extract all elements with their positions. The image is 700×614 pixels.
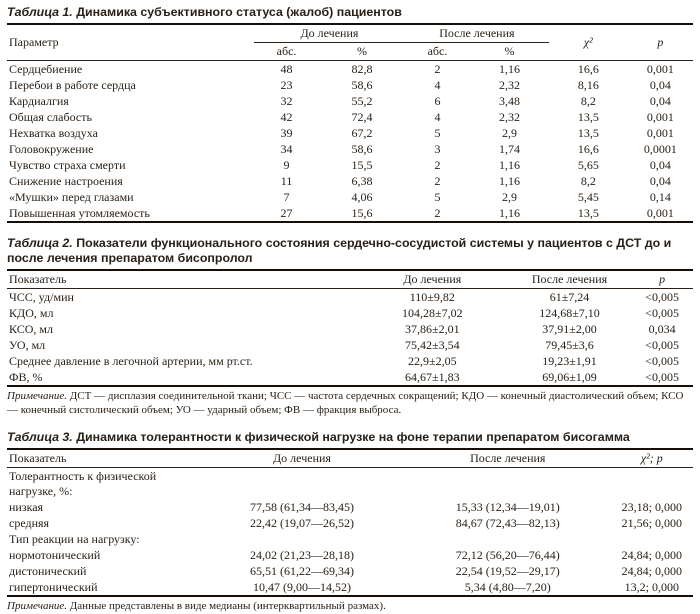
value-cell: 84,67 (72,43—82,13) <box>455 515 560 530</box>
col-header-after: После лечения <box>405 450 611 468</box>
value-cell: 0,04 <box>649 173 671 188</box>
value-cell: 15,6 <box>319 205 405 222</box>
value-cell: <0,005 <box>645 353 680 368</box>
value-cell: 5 <box>434 189 441 204</box>
value-cell: 37,91±2,00 <box>542 321 597 336</box>
table1-label: Таблица 1. <box>7 5 73 19</box>
value-cell: 5,65 <box>577 157 599 172</box>
value-cell: 4 <box>434 77 441 92</box>
param-cell: средняя <box>9 515 50 530</box>
value-cell: 48 <box>280 61 293 76</box>
table-row <box>7 369 693 386</box>
value-cell: 0,04 <box>649 93 671 108</box>
table2-label: Таблица 2. <box>7 236 73 251</box>
value-cell: 22,42 (19,07—26,52) <box>249 515 354 530</box>
value-cell: 23,18; 0,000 <box>621 499 682 514</box>
value-cell: 104,28±7,02 <box>402 305 463 320</box>
value-cell: 2,32 <box>498 77 520 92</box>
col-header-p: p <box>631 271 693 289</box>
value-cell: 24,02 (21,23—28,18) <box>249 547 354 562</box>
table1-body <box>7 61 693 223</box>
value-cell <box>611 468 693 500</box>
table3-title-text: Динамика толерантности к физической нагрузке на фоне терапии препаратом бисогамма <box>76 430 630 445</box>
value-cell <box>611 531 693 547</box>
value-cell: 0,0001 <box>643 141 677 156</box>
param-cell: Среднее давление в легочной артерии, мм рт.ст. <box>9 353 253 368</box>
value-cell: 124,68±7,10 <box>539 305 600 320</box>
col-header-after: После лечения <box>508 271 631 289</box>
param-cell: ФВ, % <box>7 369 357 386</box>
col-header-before: До лечения <box>199 450 405 468</box>
table3-note <box>7 600 693 613</box>
value-cell: 2,32 <box>498 109 520 124</box>
table-row <box>7 77 693 93</box>
param-cell: Кардиалгия <box>9 93 69 108</box>
col-header-param: Показатель <box>7 271 357 289</box>
table-row <box>7 337 693 353</box>
table2-body <box>7 289 693 387</box>
table-section-row <box>7 531 693 547</box>
table-row <box>7 353 693 369</box>
col-header-chi2: χ² <box>549 25 628 61</box>
value-cell: 8,2 <box>580 173 596 188</box>
value-cell: 3 <box>434 141 441 156</box>
value-cell: <0,005 <box>645 337 680 352</box>
value-cell: 15,33 (12,34—19,01) <box>455 499 560 514</box>
table3-header <box>7 450 693 468</box>
value-cell: 3,48 <box>498 93 520 108</box>
table-section-row <box>7 468 693 500</box>
col-header-param: Параметр <box>7 25 254 61</box>
value-cell: 4,06 <box>351 189 373 204</box>
value-cell <box>199 468 405 500</box>
param-cell: ЧСС, уд/мин <box>9 289 74 304</box>
col-header-pct-before: % <box>319 43 405 61</box>
value-cell: 37,86±2,01 <box>405 321 460 336</box>
value-cell: 65,51 (61,22—69,34) <box>249 563 354 578</box>
table-row <box>7 189 693 205</box>
table-row <box>7 289 693 306</box>
value-cell: 2 <box>434 61 441 76</box>
param-cell: Чувство страха смерти <box>9 157 126 172</box>
value-cell: 0,14 <box>649 189 671 204</box>
table2-title-text: Показатели функционального состояния сердечно-сосудистой системы у пациентов с ДСТ до и после лечения препаратом бисопролол <box>7 236 672 266</box>
value-cell: 72,12 (56,20—76,44) <box>455 547 560 562</box>
col-group-after: После лечения <box>405 25 549 43</box>
param-cell: Повышенная утомляемость <box>7 205 254 222</box>
value-cell <box>199 531 405 547</box>
param-cell: Нехватка воздуха <box>9 125 98 140</box>
param-cell: Общая слабость <box>9 109 92 124</box>
table1-header <box>7 25 693 61</box>
value-cell: 42 <box>280 109 293 124</box>
param-cell: низкая <box>9 499 44 514</box>
col-header-abs-before: абс. <box>254 43 319 61</box>
value-cell: 34 <box>280 141 293 156</box>
col-header-param: Показатель <box>7 450 199 468</box>
value-cell: <0,005 <box>645 305 680 320</box>
value-cell: 22,54 (19,52—29,17) <box>455 563 560 578</box>
table3-title <box>7 429 693 450</box>
value-cell <box>405 468 611 500</box>
table-row <box>7 109 693 125</box>
value-cell: 32 <box>280 93 293 108</box>
col-header-before: До лечения <box>357 271 508 289</box>
value-cell: 16,6 <box>577 141 599 156</box>
table-row <box>7 579 693 596</box>
param-cell: «Мушки» перед глазами <box>9 189 134 204</box>
table2-title <box>7 235 693 271</box>
value-cell: 1,74 <box>498 141 520 156</box>
col-header-abs-after: абс. <box>405 43 470 61</box>
param-cell: дистонический <box>9 563 87 578</box>
value-cell: 0,001 <box>646 109 674 124</box>
value-cell: 13,5 <box>577 109 599 124</box>
value-cell: 8,2 <box>580 93 596 108</box>
value-cell: 1,16 <box>498 173 520 188</box>
value-cell: 0,001 <box>646 125 674 140</box>
table-1 <box>7 25 693 223</box>
table-2 <box>7 271 693 387</box>
note-text: ДСТ — дисплазия соединительной ткани; ЧСС — частота сердечных сокращений; КДО — конечный диастолический объем; КСО — конечный систолический объем; УО — ударный объем; ФВ — фракция выброса. <box>7 390 684 416</box>
table-row <box>7 173 693 189</box>
value-cell: 58,6 <box>351 77 373 92</box>
value-cell: <0,005 <box>645 289 680 304</box>
value-cell: 11 <box>280 173 293 188</box>
value-cell <box>405 531 611 547</box>
value-cell: 2 <box>434 173 441 188</box>
param-cell: Головокружение <box>9 141 94 156</box>
value-cell: 1,16 <box>470 205 549 222</box>
note-label: Примечание. <box>7 390 68 403</box>
table-row <box>7 547 693 563</box>
table-row <box>7 93 693 109</box>
table-3 <box>7 450 693 597</box>
value-cell: 55,2 <box>351 93 373 108</box>
table-row <box>7 205 693 222</box>
value-cell: 2 <box>434 157 441 172</box>
value-cell: 13,2; 0,000 <box>611 579 693 596</box>
value-cell: 24,84; 0,000 <box>621 563 682 578</box>
value-cell: 16,6 <box>577 61 599 76</box>
value-cell: 61±7,24 <box>549 289 590 304</box>
table-row <box>7 515 693 531</box>
value-cell: 69,06±1,09 <box>508 369 631 386</box>
table-row <box>7 125 693 141</box>
value-cell: 13,5 <box>549 205 628 222</box>
value-cell: 9 <box>283 157 290 172</box>
col-group-before: До лечения <box>254 25 405 43</box>
value-cell: 75,42±3,54 <box>405 337 460 352</box>
value-cell: 0,04 <box>649 77 671 92</box>
value-cell: 13,5 <box>577 125 599 140</box>
col-header-chi2-p: χ²; p <box>611 450 693 468</box>
value-cell: 21,56; 0,000 <box>621 515 682 530</box>
param-cell: нормотонический <box>9 547 101 562</box>
value-cell: 10,47 (9,00—14,52) <box>199 579 405 596</box>
param-cell: УО, мл <box>9 337 46 352</box>
value-cell: 82,8 <box>351 61 373 76</box>
value-cell: 5 <box>434 125 441 140</box>
param-cell: КДО, мл <box>9 305 54 320</box>
table3-body <box>7 468 693 597</box>
value-cell: 64,67±1,83 <box>357 369 508 386</box>
param-cell: Тип реакции на нагрузку: <box>9 531 140 546</box>
value-cell: 67,2 <box>351 125 373 140</box>
value-cell: 6 <box>434 93 441 108</box>
value-cell: 0,034 <box>648 321 676 336</box>
param-cell: Снижение настроения <box>9 173 123 188</box>
value-cell: 24,84; 0,000 <box>621 547 682 562</box>
value-cell: 2,9 <box>501 189 517 204</box>
value-cell: 22,9±2,05 <box>408 353 457 368</box>
value-cell: 5,34 (4,80—7,20) <box>405 579 611 596</box>
value-cell: 19,23±1,91 <box>542 353 597 368</box>
param-cell: КСО, мл <box>9 321 53 336</box>
value-cell: 72,4 <box>351 109 373 124</box>
table-row <box>7 321 693 337</box>
value-cell: 1,16 <box>498 157 520 172</box>
value-cell: 77,58 (61,34—83,45) <box>249 499 354 514</box>
table-row <box>7 563 693 579</box>
value-cell: 15,5 <box>351 157 373 172</box>
note-text: Данные представлены в виде медианы (интерквартильный размах). <box>69 600 386 613</box>
value-cell: 39 <box>280 125 293 140</box>
table3-label: Таблица 3. <box>7 430 73 445</box>
value-cell: 0,04 <box>649 157 671 172</box>
value-cell: 23 <box>280 77 293 92</box>
value-cell: <0,005 <box>631 369 693 386</box>
value-cell: 6,38 <box>351 173 373 188</box>
table-row <box>7 61 693 78</box>
value-cell: 4 <box>434 109 441 124</box>
value-cell: 1,16 <box>498 61 520 76</box>
value-cell: 0,001 <box>628 205 693 222</box>
table-row <box>7 499 693 515</box>
value-cell: 0,001 <box>646 61 674 76</box>
col-header-p: p <box>628 25 693 61</box>
table1-title-text: Динамика субъективного статуса (жалоб) пациентов <box>76 5 402 19</box>
param-cell: гипертонический <box>7 579 199 596</box>
table-row <box>7 141 693 157</box>
value-cell: 27 <box>254 205 319 222</box>
table-row <box>7 305 693 321</box>
param-cell: Сердцебиение <box>9 61 83 76</box>
value-cell: 79,45±3,6 <box>545 337 594 352</box>
value-cell: 5,45 <box>577 189 599 204</box>
value-cell: 2 <box>405 205 470 222</box>
value-cell: 58,6 <box>351 141 373 156</box>
table1-title <box>7 4 693 25</box>
value-cell: 110±9,82 <box>409 289 455 304</box>
table2-header <box>7 271 693 289</box>
value-cell: 8,16 <box>577 77 599 92</box>
table2-note <box>7 390 693 417</box>
note-label: Примечание. <box>7 600 68 613</box>
table-row <box>7 157 693 173</box>
value-cell: 7 <box>283 189 290 204</box>
col-header-pct-after: % <box>470 43 549 61</box>
param-cell: Толерантность к физической нагрузке, %: <box>9 468 157 498</box>
value-cell: 2,9 <box>501 125 517 140</box>
param-cell: Перебои в работе сердца <box>9 77 136 92</box>
